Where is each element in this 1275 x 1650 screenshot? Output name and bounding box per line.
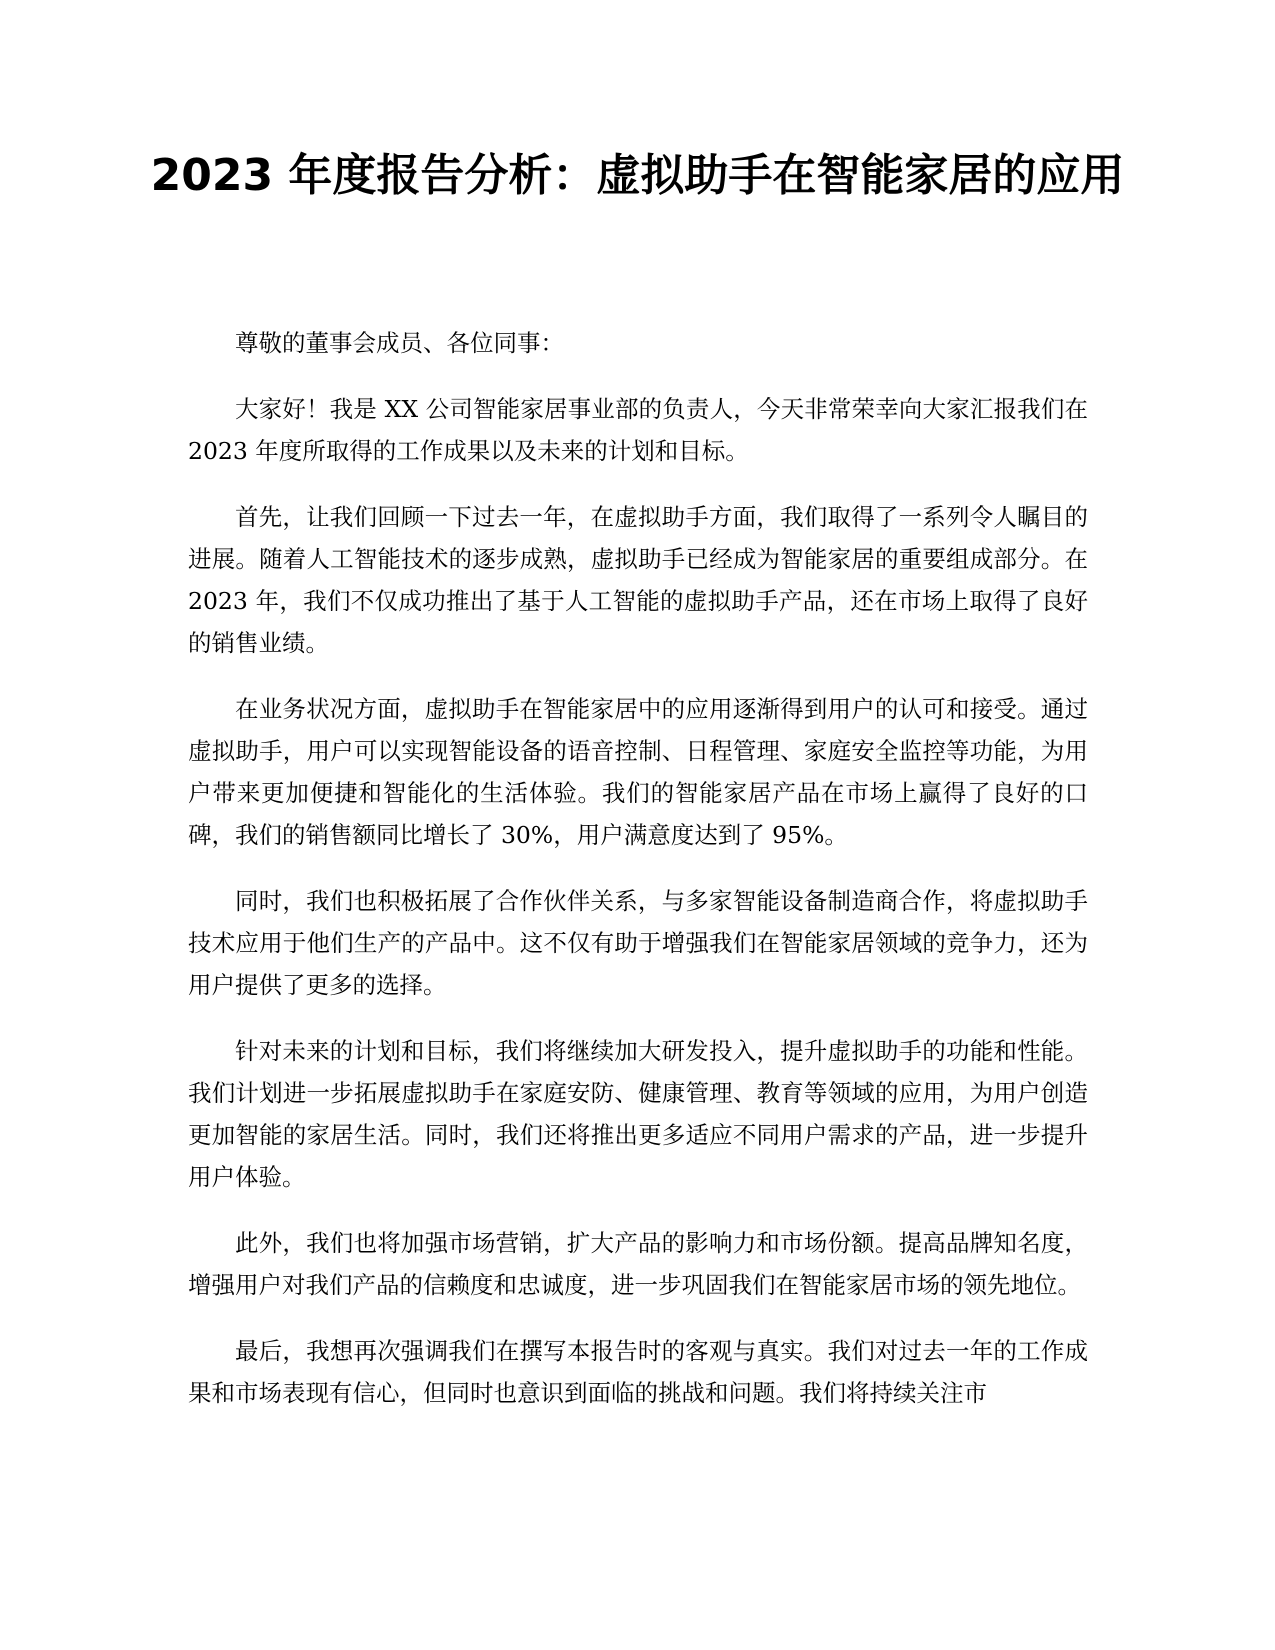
closing-paragraph: 最后，我想再次强调我们在撰写本报告时的客观与真实。我们对过去一年的工作成果和市场表现有信心，但同时也意识到面临的挑战和问题。我们将持续关注市	[188, 1337, 1088, 1407]
document-body	[188, 322, 1088, 1438]
salutation-paragraph: 尊敬的董事会成员、各位同事：	[235, 329, 564, 357]
marketing-paragraph: 此外，我们也将加强市场营销，扩大产品的影响力和市场份额。提高品牌知名度，增强用户对我们产品的信赖度和忠诚度，进一步巩固我们在智能家居市场的领先地位。	[188, 1229, 1088, 1299]
business-status-paragraph: 在业务状况方面，虚拟助手在智能家居中的应用逐渐得到用户的认可和接受。通过虚拟助手，用户可以实现智能设备的语音控制、日程管理、家庭安全监控等功能，为用户带来更加便捷和智能化的生活体验。我们的智能家居产品在市场上赢得了良好的口碑，我们的销售额同比增长了 30%，用户满意度达到了 95%。	[188, 695, 1088, 849]
review-paragraph: 首先，让我们回顾一下过去一年，在虚拟助手方面，我们取得了一系列令人瞩目的进展。随着人工智能技术的逐步成熟，虚拟助手已经成为智能家居的重要组成部分。在 2023 年，我们不仅成功推出了基于人工智能的虚拟助手产品，还在市场上取得了良好的销售业绩。	[188, 503, 1088, 657]
document-title: 2023 年度报告分析：虚拟助手在智能家居的应用	[150, 150, 1125, 201]
partnership-paragraph: 同时，我们也积极拓展了合作伙伴关系，与多家智能设备制造商合作，将虚拟助手技术应用于他们生产的产品中。这不仅有助于增强我们在智能家居领域的竞争力，还为用户提供了更多的选择。	[188, 887, 1088, 999]
future-plan-paragraph: 针对未来的计划和目标，我们将继续加大研发投入，提升虚拟助手的功能和性能。我们计划进一步拓展虚拟助手在家庭安防、健康管理、教育等领域的应用，为用户创造更加智能的家居生活。同时，我们还将推出更多适应不同用户需求的产品，进一步提升用户体验。	[188, 1037, 1088, 1191]
greeting-paragraph: 大家好！我是 XX 公司智能家居事业部的负责人，今天非常荣幸向大家汇报我们在 2023 年度所取得的工作成果以及未来的计划和目标。	[188, 395, 1088, 465]
